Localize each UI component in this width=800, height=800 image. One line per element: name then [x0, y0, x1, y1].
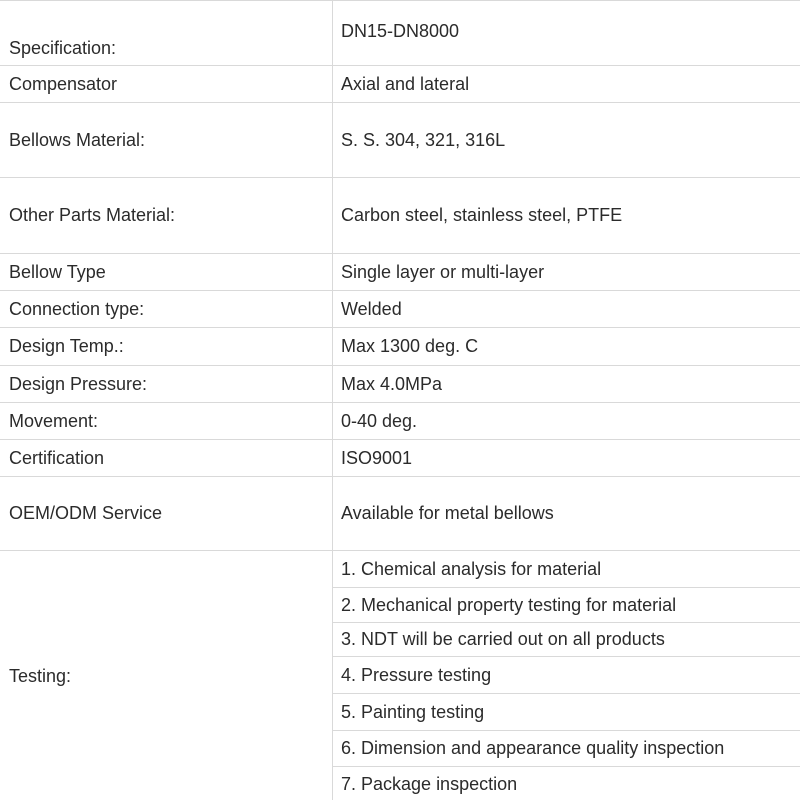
- table-row-design-temp: [0, 328, 800, 366]
- table-row-oem-odm-service: [0, 477, 800, 551]
- row-value: ISO9001: [341, 447, 413, 468]
- testing-item: 1. Chemical analysis for material: [333, 551, 800, 588]
- table-row-other-parts-material: [0, 178, 800, 254]
- table-row-bellow-type: [0, 254, 800, 291]
- row-label: Design Pressure:: [0, 366, 333, 402]
- row-label: OEM/ODM Service: [0, 477, 333, 550]
- row-value: Welded: [341, 298, 402, 319]
- row-value: Carbon steel, stainless steel, PTFE: [341, 205, 623, 225]
- table-row-design-pressure: [0, 366, 800, 403]
- testing-item: 5. Painting testing: [333, 694, 800, 731]
- table-row-specification: [0, 1, 800, 66]
- row-label: Bellows Material:: [0, 103, 333, 177]
- row-label: Compensator: [0, 66, 333, 102]
- testing-item: 4. Pressure testing: [333, 657, 800, 694]
- row-value: Axial and lateral: [341, 73, 470, 94]
- testing-item: 6. Dimension and appearance quality inspection: [333, 731, 800, 767]
- row-label: Connection type:: [0, 291, 333, 327]
- row-value: S. S. 304, 321, 316L: [341, 129, 506, 150]
- row-value: 0-40 deg.: [341, 410, 418, 431]
- row-label: Specification:: [0, 1, 333, 65]
- row-label: Movement:: [0, 403, 333, 439]
- row-label: Other Parts Material:: [0, 178, 333, 253]
- table-row-movement: [0, 403, 800, 440]
- row-value: Single layer or multi-layer: [341, 261, 545, 282]
- table-row-compensator: [0, 66, 800, 103]
- testing-label: Testing:: [0, 551, 333, 800]
- row-value: Max 4.0MPa: [341, 373, 443, 394]
- testing-item: 2. Mechanical property testing for material: [333, 588, 800, 623]
- table-row-bellows-material: [0, 103, 800, 178]
- testing-item: 7. Package inspection: [341, 773, 518, 794]
- row-value: Max 1300 deg. C: [341, 336, 479, 356]
- table-row-connection-type: [0, 291, 800, 328]
- row-value: DN15-DN8000: [341, 21, 460, 41]
- row-value: Available for metal bellows: [341, 503, 554, 523]
- row-label: Design Temp.:: [0, 328, 333, 365]
- testing-item: 3. NDT will be carried out on all products: [333, 623, 800, 657]
- row-label: Bellow Type: [0, 254, 333, 290]
- table-row-certification: [0, 440, 800, 477]
- row-label: Certification: [0, 440, 333, 476]
